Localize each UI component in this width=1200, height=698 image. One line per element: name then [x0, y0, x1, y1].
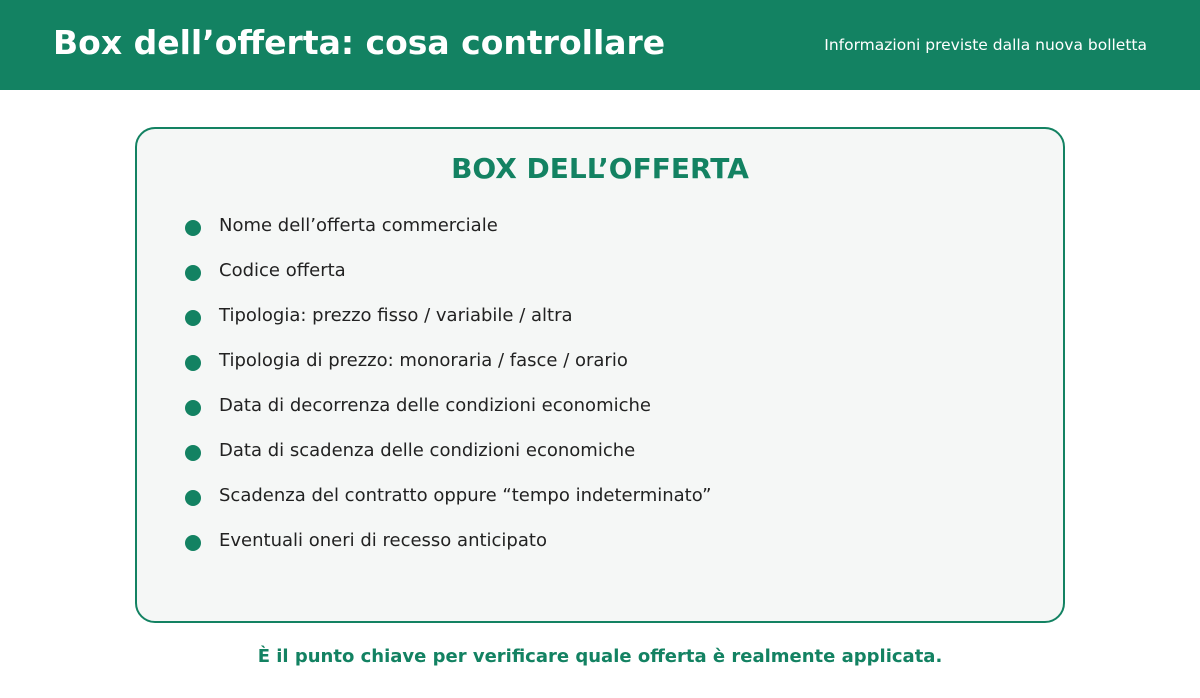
list-item [185, 301, 711, 346]
list-item-label: Tipologia di prezzo: monoraria / fasce / orario [219, 350, 628, 371]
bullet-icon [185, 265, 201, 281]
list-item [185, 346, 711, 391]
list-item [185, 481, 711, 526]
bullet-icon [185, 535, 201, 551]
page-title: Box dell’offerta: cosa controllare [53, 23, 666, 62]
page-subtitle: Informazioni previste dalla nuova bolletta [824, 36, 1147, 54]
list-item-label: Codice offerta [219, 260, 346, 281]
bullet-icon [185, 220, 201, 236]
list-item-label: Data di decorrenza delle condizioni economiche [219, 395, 651, 416]
list-item [185, 526, 711, 571]
bullet-icon [185, 355, 201, 371]
list-item [185, 436, 711, 481]
offer-box [135, 127, 1065, 623]
bullet-icon [185, 400, 201, 416]
list-item [185, 256, 711, 301]
list-item-label: Scadenza del contratto oppure “tempo indeterminato” [219, 485, 712, 506]
list-item-label: Tipologia: prezzo fisso / variabile / altra [219, 305, 573, 326]
bullet-icon [185, 445, 201, 461]
offer-box-list [185, 211, 711, 571]
list-item [185, 391, 711, 436]
offer-box-title: BOX DELL’OFFERTA [451, 152, 749, 185]
list-item-label: Nome dell’offerta commerciale [219, 215, 498, 236]
list-item [185, 211, 711, 256]
header-bar [0, 0, 1200, 90]
list-item-label: Eventuali oneri di recesso anticipato [219, 530, 547, 551]
key-point-note: È il punto chiave per verificare quale offerta è realmente applicata. [257, 646, 943, 667]
bullet-icon [185, 310, 201, 326]
bullet-icon [185, 490, 201, 506]
list-item-label: Data di scadenza delle condizioni economiche [219, 440, 636, 461]
